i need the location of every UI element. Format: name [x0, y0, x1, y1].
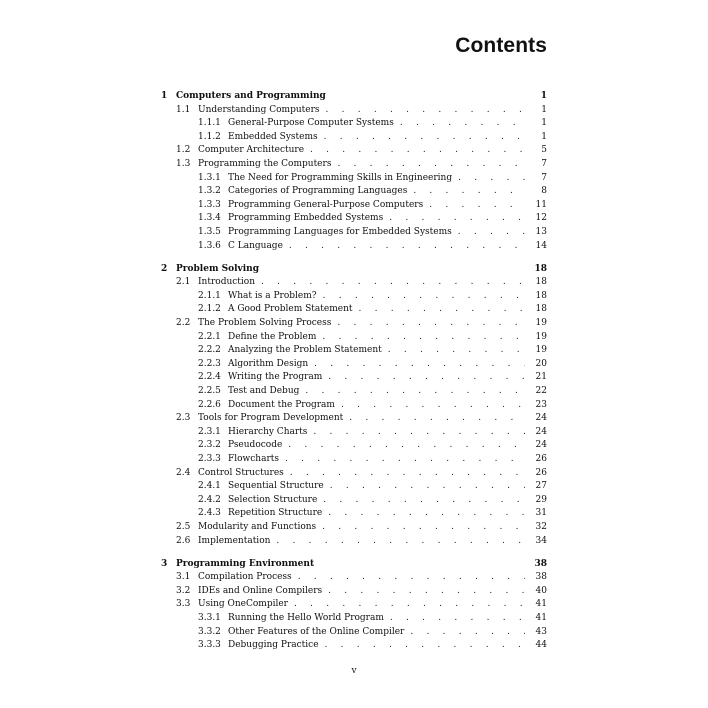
entry-title: Tools for Program Development: [198, 413, 344, 424]
chapter-number: 1: [161, 91, 168, 101]
dot-leader: [292, 571, 525, 585]
entry-title: Pseudocode: [228, 440, 283, 451]
entry-title: The Need for Programming Skills in Engineering: [228, 172, 453, 183]
entry-page: 18: [535, 304, 547, 315]
dot-leader: [320, 104, 526, 118]
chapter-number: 3: [161, 558, 168, 569]
entry-page: 31: [535, 508, 547, 519]
entry-title: IDEs and Online Compilers: [198, 585, 323, 596]
entry-title: Programming Languages for Embedded Systems: [228, 226, 452, 237]
entry-number: 3.2: [176, 585, 191, 596]
entry-number: 1.3.1: [198, 172, 221, 183]
dot-leader: [343, 412, 525, 426]
dot-leader: [322, 371, 525, 385]
entry-title: Debugging Practice: [228, 640, 319, 651]
entry-number: 2.2: [176, 318, 191, 328]
entry-page: 24: [535, 440, 547, 451]
entry-number: 1.1.1: [198, 118, 221, 129]
entry-page: 34: [535, 535, 547, 546]
dot-leader: [384, 612, 525, 626]
toc-section-row[interactable]: [161, 104, 547, 118]
chapter-number: 2: [161, 263, 168, 274]
toc-subsection-row[interactable]: [161, 639, 547, 653]
entry-page: 19: [535, 345, 547, 356]
toc-subsection-row[interactable]: [161, 290, 547, 304]
entry-title: Programming General-Purpose Computers: [228, 199, 424, 210]
entry-title: Modularity and Functions: [198, 521, 317, 532]
dot-leader: [382, 344, 525, 358]
entry-page: 13: [535, 226, 547, 237]
chapter-title: Problem Solving: [176, 263, 260, 274]
entry-page: 21: [535, 372, 547, 383]
entry-number: 2.1: [176, 277, 191, 288]
toc-subsection-row[interactable]: [161, 494, 547, 508]
entry-title: Define the Problem: [228, 331, 317, 342]
dot-leader: [407, 185, 525, 199]
entry-title: Using OneCompiler: [198, 599, 288, 610]
entry-page: 18: [535, 290, 547, 301]
dot-leader: [283, 240, 525, 254]
entry-page: 8: [541, 186, 547, 197]
toc-section-row[interactable]: [161, 467, 547, 481]
dot-leader: [394, 117, 525, 131]
toc-subsection-row[interactable]: [161, 303, 547, 317]
toc-subsection-row[interactable]: [161, 131, 547, 145]
toc-section-row[interactable]: [161, 317, 547, 331]
entry-number: 1.3.3: [198, 199, 221, 210]
dot-leader: [255, 276, 525, 290]
entry-title: Flowcharts: [228, 453, 279, 464]
entry-number: 2.4.3: [198, 508, 221, 519]
entry-number: 1.1.2: [198, 131, 221, 142]
dot-leader: [404, 626, 525, 640]
entry-title: Other Features of the Online Compiler: [228, 626, 405, 637]
entry-title: The Problem Solving Process: [198, 318, 332, 328]
entry-page: 18: [535, 277, 547, 288]
toc-subsection-row[interactable]: [161, 226, 547, 240]
entry-number: 2.3.3: [198, 453, 221, 464]
entry-title: Document the Program: [228, 399, 335, 410]
entry-number: 1.3.2: [198, 186, 221, 197]
entry-page: 23: [535, 399, 547, 410]
toc-section-row[interactable]: [161, 144, 547, 158]
entry-number: 2.1.1: [198, 290, 221, 301]
dot-leader: [270, 535, 525, 549]
entry-page: 22: [535, 385, 547, 396]
dot-leader: [316, 521, 525, 535]
entry-page: 5: [541, 145, 547, 156]
entry-number: 2.5: [176, 521, 191, 532]
toc-subsection-row[interactable]: [161, 240, 547, 254]
entry-title: Algorithm Design: [228, 358, 309, 369]
entry-number: 2.2.3: [198, 358, 221, 369]
dot-leader: [304, 144, 525, 158]
toc-subsection-row[interactable]: [161, 172, 547, 186]
dot-leader: [308, 358, 525, 372]
toc-subsection-row[interactable]: [161, 626, 547, 640]
toc-subsection-row[interactable]: [161, 439, 547, 453]
toc-subsection-row[interactable]: [161, 480, 547, 494]
entry-title: Selection Structure: [228, 494, 318, 505]
toc-subsection-row[interactable]: [161, 331, 547, 345]
entry-page: 7: [541, 158, 547, 169]
entry-page: 29: [535, 494, 547, 505]
toc-subsection-row[interactable]: [161, 612, 547, 626]
dot-leader: [452, 172, 525, 186]
toc-subsection-row[interactable]: [161, 358, 547, 372]
dot-leader: [307, 426, 525, 440]
toc-section-row[interactable]: [161, 158, 547, 172]
dot-leader: [319, 639, 525, 653]
entry-page: 19: [535, 331, 547, 342]
dot-leader: [284, 467, 525, 481]
entry-number: 3.1: [176, 572, 191, 583]
entry-number: 3.3.1: [198, 612, 221, 623]
toc-subsection-row[interactable]: [161, 453, 547, 467]
page-title: Contents: [455, 34, 547, 57]
entry-title: Categories of Programming Languages: [228, 186, 408, 197]
toc-section-row[interactable]: [161, 585, 547, 599]
entry-number: 2.3.1: [198, 426, 221, 437]
entry-number: 2.2.6: [198, 399, 221, 410]
dot-leader: [353, 303, 525, 317]
entry-page: 41: [535, 612, 547, 623]
toc-chapter-row[interactable]: [161, 558, 547, 572]
entry-page: 20: [535, 358, 547, 369]
entry-title: C Language: [228, 240, 283, 251]
entry-page: 26: [535, 467, 547, 478]
toc-subsection-row[interactable]: [161, 426, 547, 440]
entry-title: Repetition Structure: [228, 508, 323, 519]
entry-page: 1: [541, 104, 547, 115]
dot-leader: [322, 585, 525, 599]
toc-section-row[interactable]: [161, 571, 547, 585]
entry-number: 2.4: [176, 467, 191, 478]
dot-leader: [331, 317, 525, 331]
dot-leader: [322, 507, 525, 521]
dot-leader: [288, 598, 525, 612]
entry-page: 32: [535, 521, 547, 532]
entry-page: 27: [535, 481, 547, 492]
entry-number: 2.4.2: [198, 494, 221, 505]
toc-subsection-row[interactable]: [161, 212, 547, 226]
dot-leader: [324, 480, 525, 494]
dot-leader: [317, 494, 525, 508]
entry-number: 2.6: [176, 535, 191, 546]
entry-number: 1.3.6: [198, 240, 221, 251]
entry-number: 2.2.5: [198, 385, 221, 396]
entry-title: Computer Architecture: [198, 145, 305, 156]
entry-title: General-Purpose Computer Systems: [228, 118, 394, 129]
entry-title: Analyzing the Problem Statement: [228, 345, 382, 356]
table-of-contents: [161, 90, 547, 653]
entry-title: What is a Problem?: [228, 290, 317, 301]
toc-section-row[interactable]: [161, 412, 547, 426]
chapter-page: 1: [540, 91, 547, 101]
entry-number: 2.3.2: [198, 440, 221, 451]
entry-page: 19: [535, 318, 547, 328]
entry-page: 1: [541, 131, 547, 142]
toc-subsection-row[interactable]: [161, 185, 547, 199]
dot-leader: [423, 199, 525, 213]
entry-title: Writing the Program: [228, 372, 323, 383]
chapter-page: 38: [534, 558, 547, 569]
toc-section-row[interactable]: [161, 535, 547, 549]
entry-page: 14: [535, 240, 547, 251]
toc-chapter-row[interactable]: [161, 90, 547, 104]
entry-page: 44: [535, 640, 547, 651]
entry-number: 3.3.2: [198, 626, 221, 637]
entry-title: A Good Problem Statement: [228, 304, 353, 315]
dot-leader: [331, 158, 525, 172]
chapter-page: 18: [534, 263, 547, 274]
chapter-title: Programming Environment: [176, 558, 315, 569]
entry-title: Understanding Computers: [198, 104, 320, 115]
toc-subsection-row[interactable]: [161, 199, 547, 213]
entry-page: 24: [535, 426, 547, 437]
dot-leader: [335, 399, 525, 413]
entry-number: 1.1: [176, 104, 191, 115]
entry-title: Control Structures: [198, 467, 284, 478]
dot-leader: [316, 331, 525, 345]
entry-page: 38: [535, 572, 547, 583]
dot-leader: [279, 453, 525, 467]
entry-title: Hierarchy Charts: [228, 426, 308, 437]
entry-title: Sequential Structure: [228, 481, 324, 492]
entry-title: Introduction: [198, 277, 255, 288]
entry-number: 1.3: [176, 158, 191, 169]
entry-number: 3.3.3: [198, 640, 221, 651]
entry-page: 1: [541, 118, 547, 129]
entry-title: Test and Debug: [228, 385, 300, 396]
entry-title: Compilation Process: [198, 572, 292, 583]
entry-page: 43: [535, 626, 547, 637]
entry-title: Running the Hello World Program: [228, 612, 384, 623]
entry-number: 2.4.1: [198, 481, 221, 492]
entry-number: 2.2.2: [198, 345, 221, 356]
toc-subsection-row[interactable]: [161, 344, 547, 358]
toc-section-row[interactable]: [161, 276, 547, 290]
dot-leader: [383, 212, 525, 226]
toc-subsection-row[interactable]: [161, 385, 547, 399]
entry-page: 7: [541, 172, 547, 183]
toc-subsection-row[interactable]: [161, 399, 547, 413]
toc-chapter-row[interactable]: [161, 263, 547, 277]
toc-subsection-row[interactable]: [161, 117, 547, 131]
toc-subsection-row[interactable]: [161, 371, 547, 385]
entry-title: Programming the Computers: [198, 158, 332, 169]
entry-page: 26: [535, 453, 547, 464]
entry-page: 24: [535, 413, 547, 424]
entry-page: 12: [535, 213, 547, 224]
dot-leader: [452, 226, 525, 240]
entry-number: 1.2: [176, 145, 191, 156]
toc-subsection-row[interactable]: [161, 507, 547, 521]
entry-title: Programming Embedded Systems: [228, 213, 384, 224]
dot-leader: [318, 131, 525, 145]
toc-section-row[interactable]: [161, 598, 547, 612]
entry-number: 3.3: [176, 599, 191, 610]
dot-leader: [299, 385, 525, 399]
entry-page: 40: [535, 585, 547, 596]
page-number: v: [351, 666, 357, 676]
entry-number: 2.3: [176, 413, 191, 424]
entry-number: 2.2.1: [198, 331, 221, 342]
entry-page: 41: [535, 599, 547, 610]
chapter-title: Computers and Programming: [176, 91, 326, 101]
toc-section-row[interactable]: [161, 521, 547, 535]
entry-title: Implementation: [198, 535, 271, 546]
entry-number: 1.3.5: [198, 226, 221, 237]
entry-page: 11: [535, 199, 547, 210]
dot-leader: [282, 439, 525, 453]
dot-leader: [317, 290, 525, 304]
entry-number: 2.1.2: [198, 304, 221, 315]
entry-number: 2.2.4: [198, 372, 221, 383]
entry-number: 1.3.4: [198, 213, 221, 224]
entry-title: Embedded Systems: [228, 131, 318, 142]
